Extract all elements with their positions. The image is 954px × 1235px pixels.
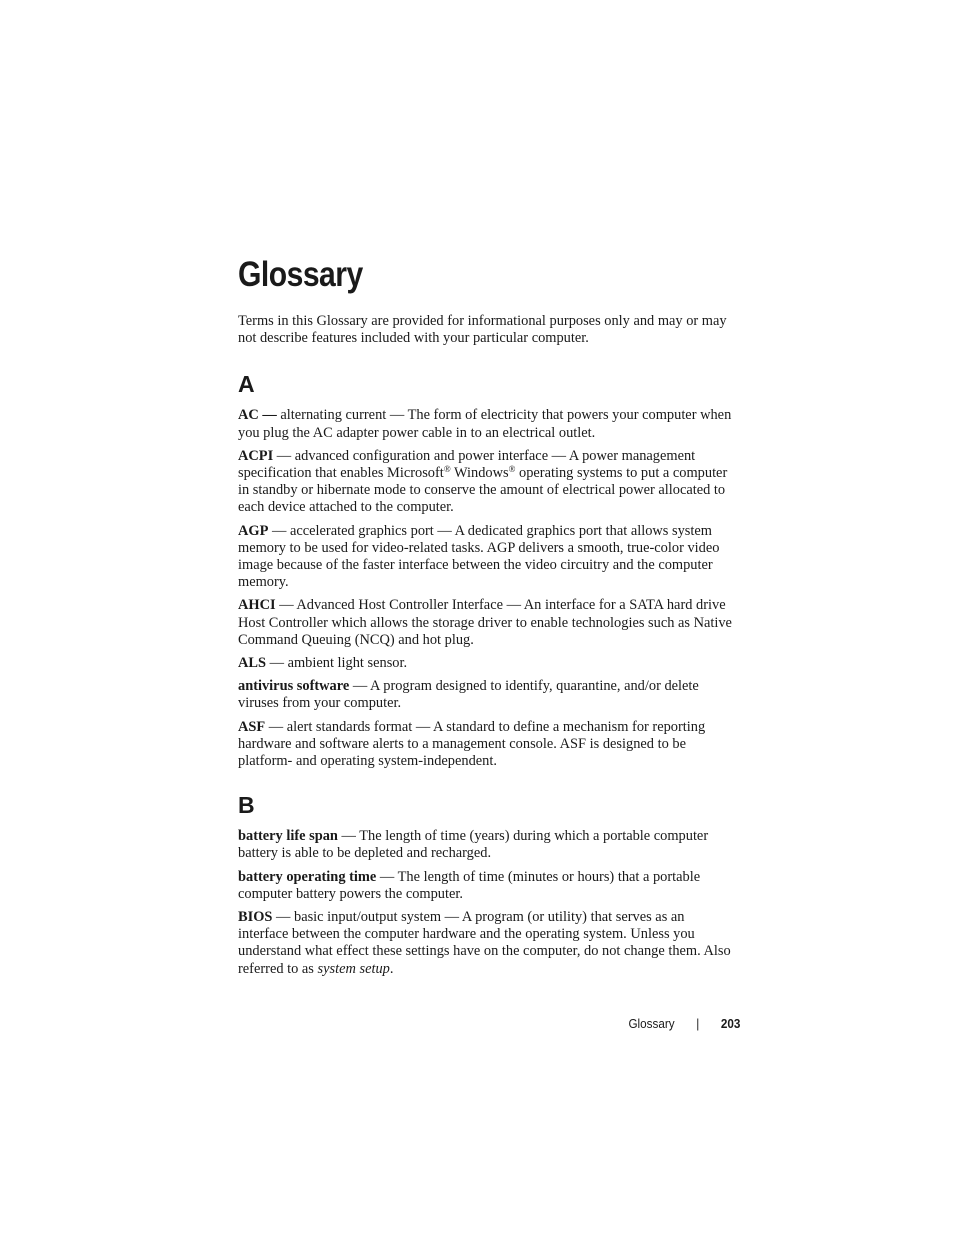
section-heading-a: A: [238, 371, 255, 398]
entry-definition: — Advanced Host Controller Interface — An interface for a SATA hard drive Host Controller which allows the storage driver to enable technologies such as Native Command Queuing (NCQ) and hot plug.: [238, 597, 732, 648]
entry-definition-italic: system setup: [317, 960, 390, 977]
section-heading-b: B: [238, 792, 255, 819]
registered-mark: ®: [508, 464, 516, 475]
glossary-entry-battery-life-span: [238, 828, 738, 862]
entry-definition: — The length of time (minutes or hours) that a portable computer battery powers the computer.: [238, 868, 701, 902]
glossary-entry-agp: [238, 523, 738, 592]
entry-definition: — advanced configuration and power interface — A power management specification that enables Microsoft: [238, 447, 696, 482]
entry-definition: — A program designed to identify, quarantine, and/or delete viruses from your computer.: [238, 678, 699, 712]
entry-definition: — The length of time (years) during which a portable computer battery is able to be depleted and recharged.: [238, 828, 709, 862]
entry-definition: operating systems to put a computer in standby or hibernate mode to conserve the amount of electrical power allocated to each device attached to the computer.: [238, 465, 728, 516]
glossary-entry-ahci: [238, 597, 738, 649]
intro-paragraph: Terms in this Glossary are provided for informational purposes only and may or may not describe features included with your particular computer.: [238, 313, 727, 347]
entry-term: AC —: [238, 407, 277, 424]
entry-term: AHCI: [238, 597, 276, 614]
entry-term: battery life span: [238, 828, 338, 845]
glossary-entry-als: [238, 655, 738, 672]
entry-definition: — basic input/output system — A program (or utility) that serves as an interface between the computer hardware and the operating system. Unless you understand what effect these settings have on the computer, do not change them. Also referred to as: [238, 909, 731, 977]
glossary-entry-battery-operating-time: [238, 869, 738, 903]
registered-mark: ®: [443, 464, 451, 475]
footer-separator: |: [695, 1016, 699, 1031]
entry-definition: Windows: [450, 465, 509, 482]
page-number: 203: [720, 1016, 740, 1031]
page-title: Glossary: [238, 255, 363, 294]
entry-term: ASF: [238, 718, 266, 735]
footer-section-name: Glossary: [628, 1016, 675, 1031]
entry-term: battery operating time: [238, 868, 377, 885]
glossary-entry-acpi: [238, 448, 738, 517]
entry-term: AGP: [238, 522, 269, 539]
glossary-entry-antivirus-software: [238, 678, 738, 712]
entry-definition: .: [389, 960, 394, 977]
page-footer: [628, 1015, 740, 1033]
entry-definition: — ambient light sensor.: [266, 655, 408, 672]
entry-definition: — accelerated graphics port — A dedicated graphics port that allows system memory to be used for video-related tasks. AGP delivers a smooth, true-color video image because of the faster interface between the video circuitry and the computer memory.: [238, 522, 720, 591]
entry-term: ACPI: [238, 447, 274, 464]
entry-term: antivirus software: [238, 678, 350, 695]
glossary-content: [238, 313, 738, 984]
entry-definition: — alert standards format — A standard to define a mechanism for reporting hardware and software alerts to a management console. ASF is designed to be platform- and operating system-independent.: [238, 718, 706, 770]
entry-term: BIOS: [238, 909, 273, 926]
glossary-entry-asf: [238, 719, 738, 771]
entry-definition: alternating current — The form of electricity that powers your computer when you plug the AC adapter power cable in to an electrical outlet.: [238, 407, 732, 441]
glossary-entry-ac: [238, 407, 738, 441]
glossary-entry-bios: [238, 909, 738, 978]
entry-term: ALS: [238, 655, 266, 672]
